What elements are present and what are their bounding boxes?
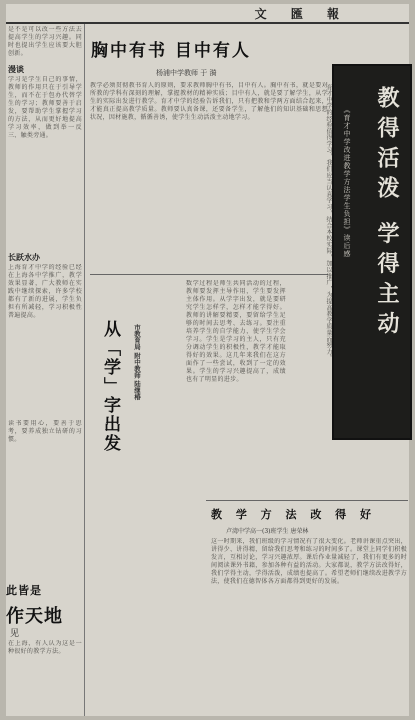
article1-body: 教学必须贯彻教书育人的原则，要求教师胸中有书，目中有人。胸中有书，就是要对所教的学科有深刻的理解，掌握教材的精神实质；目中有人，就是要了解学生，从学生的实际出发进行教学。育才中学的经验告诉我们，只有把教和学两方面结合起来，才能真正提高教学质量。教师要认真备课，还要备学生，了解他们的知识基础和思想状况，因材施教，循循善诱，使学生生动活泼主动地学习。	[90, 82, 328, 121]
article3-author: 卢湾中学高一(3)班学生 唐荣林	[226, 528, 309, 535]
left-bottom-title1: 此皆是	[6, 584, 42, 597]
left-section-text: 学习是学生自己的事情，教师的作用只在于引导学生，而不在于包办代替学生的学习；教师要善于启发，要帮助学生掌握学习的方法，从而更好地提高学习效率，做到举一反三、触类旁通。	[8, 76, 82, 139]
article1-title: 胸中有书 目中有人	[91, 41, 251, 61]
left-top-text: 是不是可以改一些方法去提高学生的学习兴趣。同时也提出学生应该要大胆创新。	[8, 26, 82, 57]
article3-title: 教 学 方 法 改 得 好	[211, 508, 376, 521]
article-divider	[90, 274, 328, 275]
left-bottom-title2: 作天地	[6, 606, 63, 627]
article1-author: 杨浦中学教师 于 漪	[156, 69, 217, 77]
side-note: 育才中学的经验值得学习，我们应当认真学习，结合本校实际，加以推广，为提高教学质量而努力。	[325, 84, 332, 362]
left-bottom-text: 在上海，有人认为这是一种很好的教学方法。	[8, 640, 82, 655]
article3-divider	[206, 500, 408, 501]
article2-title: 从「学」字出发	[100, 320, 120, 453]
left-bottom-sub: 见	[10, 629, 20, 639]
masthead	[6, 4, 409, 24]
left-section2-title: 长跃水办	[8, 252, 40, 262]
banner-title: 教得活泼 学得主动	[374, 86, 400, 342]
left-section-title: 漫谈	[8, 64, 24, 74]
article2-author: 市教育局 附中教师 陆继椿	[133, 324, 141, 401]
banner-subtitle: 《育才中学改进教学方法学生负担》读后感	[343, 106, 351, 258]
newspaper-page	[6, 4, 409, 716]
editorial-banner	[332, 64, 412, 440]
article2-body: 数学过程是师生共同活动的过程，教师要发挥主导作用，学生要发挥主体作用。从学字出发，就是要研究学生怎样学，怎样才能学得好。教师的讲解要精要，要留给学生足够的时间去思考、去练习。要注重培养学生的自学能力，使学生学会学习。学生是学习的主人，只有充分调动学生的积极性，教学才能取得好的效果。这几年来我们在这方面作了一些尝试，收到了一定的效果。学生的学习兴趣提高了，成绩也有了明显的进步。	[186, 280, 286, 383]
left-section3-text: 读书要用心，要善于思考，要养成独立钻研的习惯。	[8, 420, 82, 443]
left-section2-text: 上海育才中学的经验已经在上海各中学推广，教学效果显著，广大教师在实践中继续探索，许多学校都有了新的进展，学生负担有所减轻，学习积极性普遍提高。	[8, 264, 82, 319]
article3-body: 这一时期来，我们班级的学习情况有了很大变化。老师讲课重点突出，讲得少、讲得精，留给我们思考和练习的时间多了。课堂上同学们积极发言，互相讨论，学习兴趣浓厚。课后作业量减轻了，我们有更多的时间阅读课外书籍，参加各种有益的活动。大家都说，教学方法改得好，我们学得主动，学得活泼，成绩也提高了。希望老师们继续改进教学方法，使我们在德智体各方面都得到更好的发展。	[211, 538, 407, 585]
paper-name: 文 匯 報	[254, 7, 349, 21]
